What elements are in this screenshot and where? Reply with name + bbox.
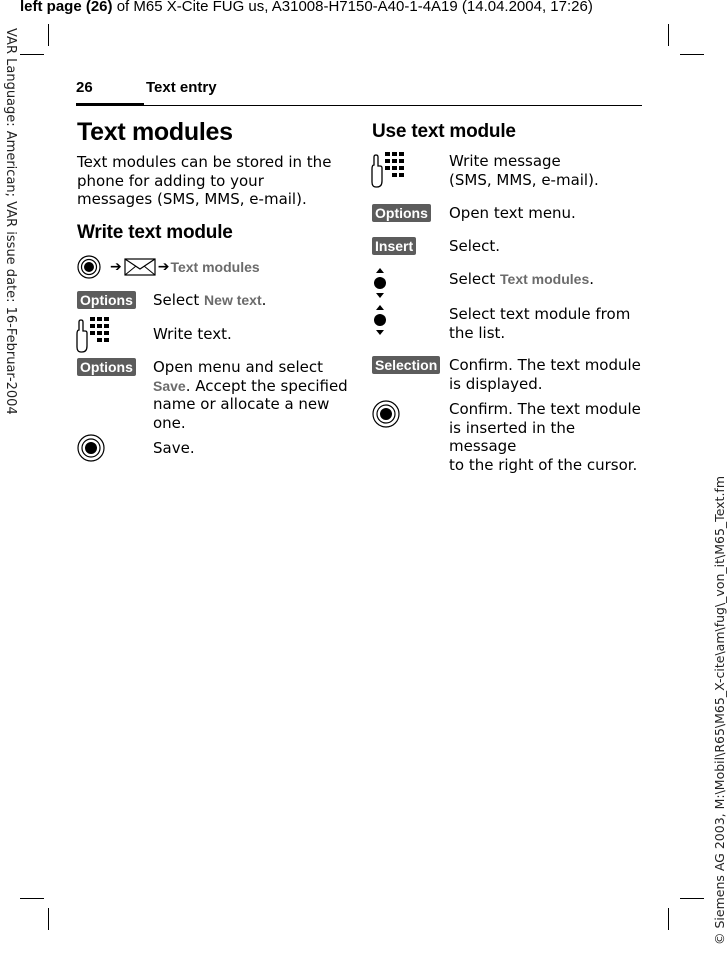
right-step-3 bbox=[372, 237, 642, 257]
menu-path bbox=[77, 255, 260, 279]
crop-mark bbox=[668, 908, 669, 930]
side-meta-left: VAR Language: American; VAR issue date: 16-Februar-2004 bbox=[3, 28, 18, 415]
side-meta-right: © Siemens AG 2003, M:\Mobil\R65\M65_X-cite\am\fug\_von_it\M65_Text.fm bbox=[712, 475, 727, 945]
center-key-icon bbox=[77, 434, 105, 467]
step-text: Open menu and select Save. Accept the specified name or allocate a new one. bbox=[153, 358, 348, 432]
step-text: Select Text modules. bbox=[449, 270, 595, 288]
nav-updown-icon bbox=[372, 267, 388, 304]
crop-mark bbox=[20, 898, 44, 899]
center-key-icon bbox=[77, 255, 101, 279]
left-step-3 bbox=[77, 358, 347, 436]
step-text: Save. bbox=[153, 439, 195, 457]
crop-mark bbox=[48, 24, 49, 46]
center-key-icon bbox=[372, 400, 400, 433]
header-rule bbox=[76, 105, 642, 106]
selection-softkey[interactable]: Selection bbox=[372, 356, 440, 374]
crop-mark bbox=[20, 54, 44, 55]
nav-updown-icon bbox=[372, 304, 388, 341]
insert-softkey[interactable]: Insert bbox=[372, 237, 416, 255]
use-heading: Use text module bbox=[372, 121, 516, 142]
intro-paragraph: Text modules can be stored in the phone for adding to your messages (SMS, MMS, e-mail). bbox=[77, 153, 332, 208]
options-softkey[interactable]: Options bbox=[77, 291, 136, 309]
right-step-4 bbox=[372, 267, 642, 301]
right-step-1 bbox=[372, 151, 642, 191]
right-step-5 bbox=[372, 304, 642, 344]
write-heading: Write text module bbox=[77, 221, 233, 243]
step-text: Confirm. The text module is inserted in the message to the right of the cursor. bbox=[449, 400, 641, 474]
print-header-line: left page (26) of M65 X-Cite FUG us, A31008-H7150-A40-1-4A19 (14.04.2004, 17:26) bbox=[20, 0, 593, 15]
section-title: Text modules bbox=[77, 118, 233, 146]
menu-item-text-modules: Text modules bbox=[170, 259, 260, 275]
running-title: Text entry bbox=[146, 79, 217, 96]
right-step-2 bbox=[372, 204, 642, 224]
step-text: Select New text. bbox=[153, 291, 267, 309]
step-text: Confirm. The text module is displayed. bbox=[449, 356, 641, 393]
options-softkey[interactable]: Options bbox=[372, 204, 431, 222]
step-text: Select text module from the list. bbox=[449, 305, 631, 342]
right-column bbox=[372, 121, 642, 143]
left-column bbox=[77, 118, 345, 244]
left-step-4 bbox=[77, 434, 347, 464]
step-text: Select. bbox=[449, 237, 501, 255]
envelope-icon bbox=[123, 256, 157, 278]
keypad-icon bbox=[372, 151, 404, 194]
crop-mark bbox=[680, 54, 704, 55]
crop-mark bbox=[680, 898, 704, 899]
step-text: Open text menu. bbox=[449, 204, 576, 222]
right-step-6 bbox=[372, 356, 642, 396]
crop-mark bbox=[668, 24, 669, 46]
arrow-icon: ➔ bbox=[157, 259, 170, 275]
keypad-icon bbox=[77, 316, 109, 359]
step-text: Write message (SMS, MMS, e-mail). bbox=[449, 152, 599, 189]
step-text: Write text. bbox=[153, 325, 232, 343]
options-softkey[interactable]: Options bbox=[77, 358, 136, 376]
left-step-2 bbox=[77, 316, 347, 356]
page-number: 26 bbox=[76, 79, 93, 96]
arrow-icon: ➔ bbox=[110, 259, 122, 275]
right-step-7 bbox=[372, 400, 642, 474]
crop-mark bbox=[48, 908, 49, 930]
left-step-1 bbox=[77, 291, 347, 311]
